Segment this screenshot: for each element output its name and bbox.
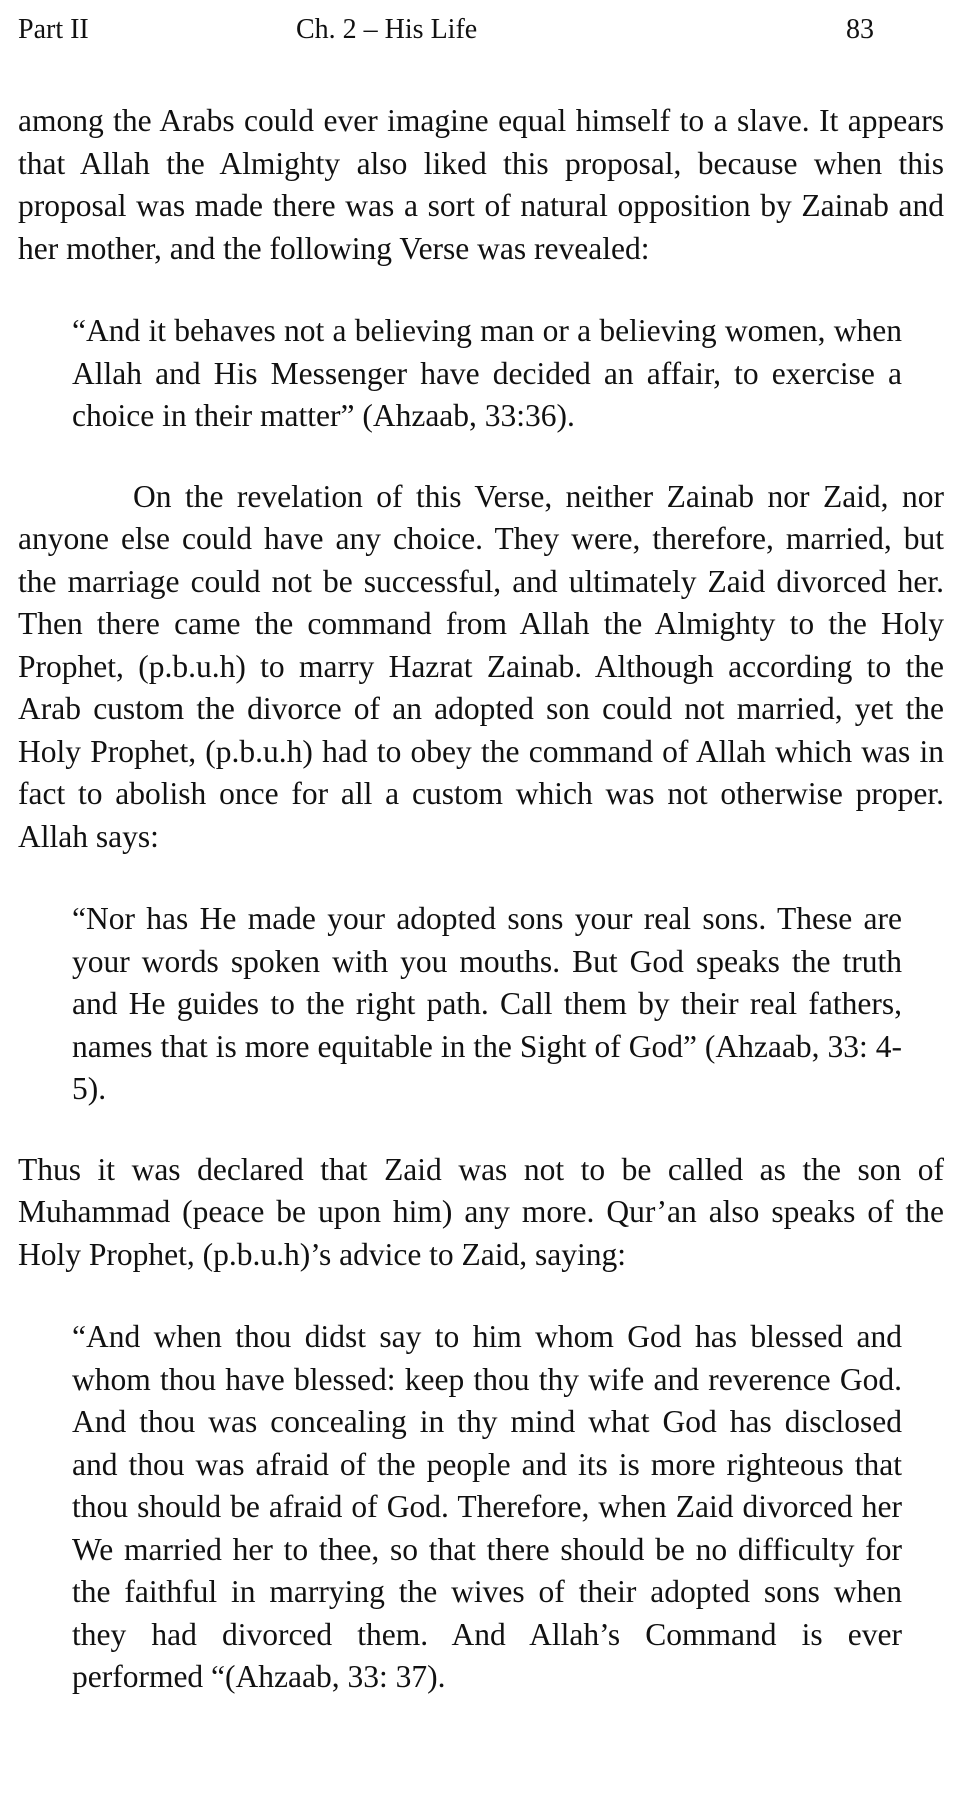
book-page — [18, 0, 944, 1699]
paragraph-1: among the Arabs could ever imagine equal himself to a slave. It appears that Allah the Almighty also liked this proposal, because when this proposal was made there was a sort of natural opposition by Zainab and her mother, and the following Verse was revealed: — [18, 103, 944, 266]
page-header — [18, 0, 944, 60]
chapter-title: Ch. 2 – His Life — [296, 14, 478, 45]
paragraph-2: On the revelation of this Verse, neither Zainab nor Zaid, nor anyone else could have any choice. They were, therefore, married, but the marriage could not be successful, and ultimately Zaid divorced her. Then there came the command from Allah the Almighty to the Holy Prophet, (p.b.u.h) to marry Hazrat Zainab. Although according to the Arab custom the divorce of an adopted son could not married, yet the Holy Prophet, (p.b.u.h) had to obey the command of Allah which was in fact to abolish once for all a custom which was not otherwise proper. Allah says: — [18, 478, 944, 854]
quote-ahzaab-33-37: “And when thou didst say to him whom God has blessed and whom thou have blessed: keep thou thy wife and reverence God. And thou was concealing in thy mind what God has disclosed and thou was afraid of the people and its is more righteous that thou should be afraid of God. Therefore, when Zaid divorced her We married her to thee, so that there should be no difficulty for the faithful in marrying the wives of their adopted sons when they had divorced them. And Allah’s Command is ever performed “(Ahzaab, 33: 37). — [72, 1319, 902, 1694]
paragraph-3: Thus it was declared that Zaid was not to be called as the son of Muhammad (peace be upon him) any more. Qur’an also speaks of the Holy Prophet, (p.b.u.h)’s advice to Zaid, saying: — [18, 1151, 944, 1272]
part-label: Part II — [18, 14, 89, 45]
page-body — [18, 100, 944, 1699]
quote-ahzaab-33-36: “And it behaves not a believing man or a believing women, when Allah and His Messenger have decided an affair, to exercise a choice in their matter” (Ahzaab, 33:36). — [72, 313, 902, 433]
page-number: 83 — [846, 14, 874, 45]
quote-ahzaab-33-4-5: “Nor has He made your adopted sons your real sons. These are your words spoken with you mouths. But God speaks the truth and He guides to the right path. Call them by their real fathers, names that is more equitable in the Sight of God” (Ahzaab, 33: 4-5). — [72, 901, 902, 1106]
